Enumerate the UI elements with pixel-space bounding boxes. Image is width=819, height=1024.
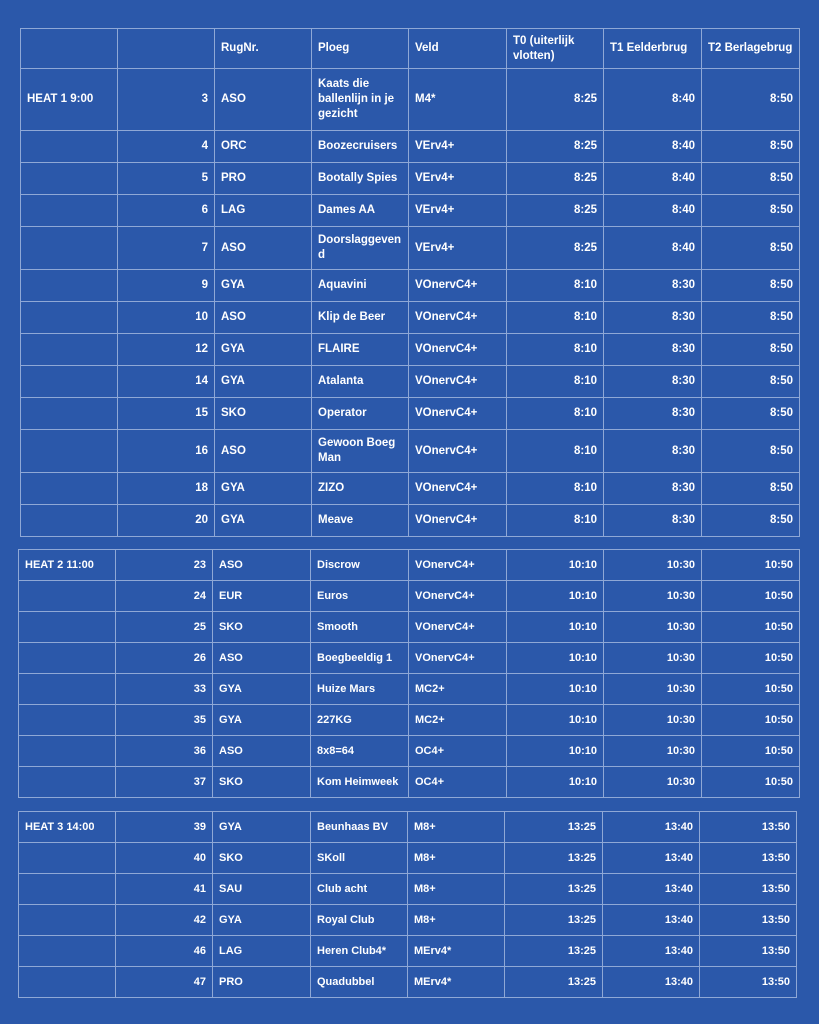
table-row bbox=[21, 163, 800, 195]
t0-cell: 10:10 bbox=[507, 674, 604, 705]
rugnr-cell: 46 bbox=[116, 936, 213, 967]
table-row bbox=[19, 643, 800, 674]
veld-cell: VOnervC4+ bbox=[409, 398, 507, 430]
club-cell: ASO bbox=[215, 69, 312, 131]
t1-cell: 10:30 bbox=[604, 643, 702, 674]
heat-1-table bbox=[20, 28, 800, 537]
t1-cell: 10:30 bbox=[604, 767, 702, 798]
ploeg-cell: SKoll bbox=[311, 843, 408, 874]
t2-cell: 8:50 bbox=[702, 195, 800, 227]
heat-label-empty bbox=[21, 270, 118, 302]
t2-cell: 13:50 bbox=[700, 874, 797, 905]
club-cell: EUR bbox=[213, 581, 311, 612]
ploeg-cell: 8x8=64 bbox=[311, 736, 409, 767]
table-row bbox=[21, 334, 800, 366]
ploeg-cell: Atalanta bbox=[312, 366, 409, 398]
ploeg-cell: Euros bbox=[311, 581, 409, 612]
t1-cell: 13:40 bbox=[603, 843, 700, 874]
t2-cell: 13:50 bbox=[700, 967, 797, 998]
t1-cell: 8:30 bbox=[604, 366, 702, 398]
ploeg-cell: Huize Mars bbox=[311, 674, 409, 705]
table-row bbox=[19, 705, 800, 736]
heat-label-empty bbox=[19, 967, 116, 998]
t2-cell: 8:50 bbox=[702, 505, 800, 537]
t0-cell: 8:25 bbox=[507, 69, 604, 131]
t1-cell: 13:40 bbox=[603, 812, 700, 843]
club-cell: ORC bbox=[215, 131, 312, 163]
t1-cell: 8:40 bbox=[604, 195, 702, 227]
club-cell: SAU bbox=[213, 874, 311, 905]
heat-label-empty bbox=[21, 227, 118, 270]
heat-label-empty bbox=[19, 612, 116, 643]
header-t0: T0 (uiterlijk vlotten) bbox=[507, 29, 604, 69]
club-cell: GYA bbox=[215, 473, 312, 505]
t0-cell: 10:10 bbox=[507, 705, 604, 736]
rugnr-cell: 16 bbox=[118, 430, 215, 473]
ploeg-cell: Kom Heimweek bbox=[311, 767, 409, 798]
veld-cell: OC4+ bbox=[409, 736, 507, 767]
club-cell: GYA bbox=[213, 812, 311, 843]
t1-cell: 8:30 bbox=[604, 430, 702, 473]
rugnr-cell: 26 bbox=[116, 643, 213, 674]
table-row bbox=[19, 767, 800, 798]
club-cell: GYA bbox=[215, 270, 312, 302]
table-row bbox=[21, 366, 800, 398]
t2-cell: 10:50 bbox=[702, 767, 800, 798]
heat-label-empty bbox=[19, 874, 116, 905]
t1-cell: 8:40 bbox=[604, 163, 702, 195]
club-cell: ASO bbox=[213, 643, 311, 674]
rugnr-cell: 15 bbox=[118, 398, 215, 430]
rugnr-cell: 47 bbox=[116, 967, 213, 998]
ploeg-cell: Bootally Spies bbox=[312, 163, 409, 195]
t1-cell: 10:30 bbox=[604, 705, 702, 736]
club-cell: ASO bbox=[215, 430, 312, 473]
club-cell: GYA bbox=[213, 905, 311, 936]
rugnr-cell: 4 bbox=[118, 131, 215, 163]
veld-cell: VErv4+ bbox=[409, 163, 507, 195]
t0-cell: 8:10 bbox=[507, 505, 604, 537]
t0-cell: 13:25 bbox=[505, 936, 603, 967]
heat-label-empty bbox=[21, 505, 118, 537]
veld-cell: VOnervC4+ bbox=[409, 302, 507, 334]
ploeg-cell: Kaats die ballenlijn in je gezicht bbox=[312, 69, 409, 131]
t2-cell: 8:50 bbox=[702, 334, 800, 366]
rugnr-cell: 14 bbox=[118, 366, 215, 398]
t2-cell: 13:50 bbox=[700, 936, 797, 967]
t2-cell: 10:50 bbox=[702, 612, 800, 643]
heat-label-empty bbox=[19, 843, 116, 874]
heat-label-empty bbox=[19, 936, 116, 967]
t0-cell: 8:10 bbox=[507, 473, 604, 505]
t2-cell: 10:50 bbox=[702, 550, 800, 581]
header-ploeg: Ploeg bbox=[312, 29, 409, 69]
t2-cell: 10:50 bbox=[702, 581, 800, 612]
club-cell: ASO bbox=[213, 550, 311, 581]
club-cell: GYA bbox=[215, 505, 312, 537]
ploeg-cell: Gewoon Boeg Man bbox=[312, 430, 409, 473]
table-row bbox=[21, 398, 800, 430]
ploeg-cell: Aquavini bbox=[312, 270, 409, 302]
ploeg-cell: Dames AA bbox=[312, 195, 409, 227]
t0-cell: 8:10 bbox=[507, 302, 604, 334]
t0-cell: 13:25 bbox=[505, 843, 603, 874]
t2-cell: 13:50 bbox=[700, 843, 797, 874]
ploeg-cell: Royal Club bbox=[311, 905, 408, 936]
header-t2: T2 Berlagebrug bbox=[702, 29, 800, 69]
table-row bbox=[21, 131, 800, 163]
t1-cell: 10:30 bbox=[604, 736, 702, 767]
t2-cell: 8:50 bbox=[702, 366, 800, 398]
table-row bbox=[19, 581, 800, 612]
heat-label-empty bbox=[21, 366, 118, 398]
t1-cell: 10:30 bbox=[604, 612, 702, 643]
table-row bbox=[19, 612, 800, 643]
veld-cell: VOnervC4+ bbox=[409, 612, 507, 643]
table-row bbox=[21, 227, 800, 270]
t1-cell: 10:30 bbox=[604, 674, 702, 705]
veld-cell: MC2+ bbox=[409, 674, 507, 705]
table-row bbox=[21, 505, 800, 537]
t2-cell: 8:50 bbox=[702, 270, 800, 302]
table-row bbox=[19, 967, 797, 998]
t0-cell: 13:25 bbox=[505, 905, 603, 936]
rugnr-cell: 3 bbox=[118, 69, 215, 131]
t0-cell: 13:25 bbox=[505, 812, 603, 843]
club-cell: ASO bbox=[215, 302, 312, 334]
ploeg-cell: Beunhaas BV bbox=[311, 812, 408, 843]
veld-cell: M8+ bbox=[408, 874, 505, 905]
t1-cell: 8:30 bbox=[604, 473, 702, 505]
t1-cell: 8:30 bbox=[604, 334, 702, 366]
veld-cell: VOnervC4+ bbox=[409, 581, 507, 612]
ploeg-cell: Boozecruisers bbox=[312, 131, 409, 163]
club-cell: SKO bbox=[215, 398, 312, 430]
header-row bbox=[21, 29, 800, 69]
t2-cell: 8:50 bbox=[702, 227, 800, 270]
t0-cell: 8:25 bbox=[507, 163, 604, 195]
rugnr-cell: 41 bbox=[116, 874, 213, 905]
heat-label-empty bbox=[21, 302, 118, 334]
club-cell: SKO bbox=[213, 612, 311, 643]
t2-cell: 8:50 bbox=[702, 302, 800, 334]
header-blank-2 bbox=[118, 29, 215, 69]
veld-cell: VOnervC4+ bbox=[409, 366, 507, 398]
club-cell: ASO bbox=[215, 227, 312, 270]
ploeg-cell: FLAIRE bbox=[312, 334, 409, 366]
club-cell: GYA bbox=[215, 334, 312, 366]
t0-cell: 8:25 bbox=[507, 227, 604, 270]
heat-label-empty bbox=[19, 736, 116, 767]
veld-cell: VOnervC4+ bbox=[409, 550, 507, 581]
table-row bbox=[19, 843, 797, 874]
veld-cell: VOnervC4+ bbox=[409, 643, 507, 674]
heat-label-empty bbox=[21, 131, 118, 163]
ploeg-cell: Quadubbel bbox=[311, 967, 408, 998]
t2-cell: 13:50 bbox=[700, 905, 797, 936]
rugnr-cell: 23 bbox=[116, 550, 213, 581]
veld-cell: VOnervC4+ bbox=[409, 270, 507, 302]
veld-cell: MErv4* bbox=[408, 936, 505, 967]
table-row bbox=[19, 674, 800, 705]
club-cell: PRO bbox=[213, 967, 311, 998]
club-cell: GYA bbox=[213, 674, 311, 705]
veld-cell: VOnervC4+ bbox=[409, 334, 507, 366]
t0-cell: 8:10 bbox=[507, 430, 604, 473]
rugnr-cell: 7 bbox=[118, 227, 215, 270]
t2-cell: 10:50 bbox=[702, 736, 800, 767]
t0-cell: 13:25 bbox=[505, 874, 603, 905]
heat-label: HEAT 1 9:00 bbox=[21, 69, 118, 131]
heat-2-table bbox=[18, 549, 800, 798]
club-cell: GYA bbox=[213, 705, 311, 736]
header-rugnr: RugNr. bbox=[215, 29, 312, 69]
rugnr-cell: 5 bbox=[118, 163, 215, 195]
t1-cell: 13:40 bbox=[603, 936, 700, 967]
veld-cell: MC2+ bbox=[409, 705, 507, 736]
t1-cell: 13:40 bbox=[603, 874, 700, 905]
veld-cell: M8+ bbox=[408, 812, 505, 843]
rugnr-cell: 10 bbox=[118, 302, 215, 334]
t0-cell: 8:10 bbox=[507, 398, 604, 430]
ploeg-cell: Smooth bbox=[311, 612, 409, 643]
t2-cell: 10:50 bbox=[702, 705, 800, 736]
rugnr-cell: 33 bbox=[116, 674, 213, 705]
t0-cell: 8:25 bbox=[507, 195, 604, 227]
t2-cell: 10:50 bbox=[702, 674, 800, 705]
heat-label-empty bbox=[19, 643, 116, 674]
t0-cell: 13:25 bbox=[505, 967, 603, 998]
ploeg-cell: Operator bbox=[312, 398, 409, 430]
ploeg-cell: Heren Club4* bbox=[311, 936, 408, 967]
rugnr-cell: 18 bbox=[118, 473, 215, 505]
ploeg-cell: Club acht bbox=[311, 874, 408, 905]
heat-label-empty bbox=[19, 905, 116, 936]
heat-label-empty bbox=[19, 767, 116, 798]
club-cell: SKO bbox=[213, 843, 311, 874]
ploeg-cell: 227KG bbox=[311, 705, 409, 736]
table-row bbox=[19, 874, 797, 905]
t1-cell: 8:30 bbox=[604, 270, 702, 302]
t1-cell: 8:40 bbox=[604, 69, 702, 131]
heat-label: HEAT 2 11:00 bbox=[19, 550, 116, 581]
ploeg-cell: Doorslaggeven d bbox=[312, 227, 409, 270]
t1-cell: 8:30 bbox=[604, 505, 702, 537]
veld-cell: M4* bbox=[409, 69, 507, 131]
t2-cell: 8:50 bbox=[702, 473, 800, 505]
veld-cell: VErv4+ bbox=[409, 131, 507, 163]
ploeg-cell: ZIZO bbox=[312, 473, 409, 505]
t0-cell: 10:10 bbox=[507, 612, 604, 643]
t0-cell: 8:10 bbox=[507, 270, 604, 302]
veld-cell: M8+ bbox=[408, 843, 505, 874]
ploeg-cell: Boegbeeldig 1 bbox=[311, 643, 409, 674]
table-row bbox=[19, 936, 797, 967]
veld-cell: VOnervC4+ bbox=[409, 473, 507, 505]
table-row bbox=[19, 736, 800, 767]
rugnr-cell: 40 bbox=[116, 843, 213, 874]
header-veld: Veld bbox=[409, 29, 507, 69]
t0-cell: 10:10 bbox=[507, 767, 604, 798]
table-row bbox=[21, 195, 800, 227]
rugnr-cell: 9 bbox=[118, 270, 215, 302]
rugnr-cell: 25 bbox=[116, 612, 213, 643]
heat-label-empty bbox=[21, 398, 118, 430]
t0-cell: 10:10 bbox=[507, 550, 604, 581]
club-cell: PRO bbox=[215, 163, 312, 195]
rugnr-cell: 35 bbox=[116, 705, 213, 736]
club-cell: SKO bbox=[213, 767, 311, 798]
ploeg-cell: Meave bbox=[312, 505, 409, 537]
t2-cell: 8:50 bbox=[702, 398, 800, 430]
t0-cell: 8:10 bbox=[507, 334, 604, 366]
header-blank-1 bbox=[21, 29, 118, 69]
table-row bbox=[21, 270, 800, 302]
club-cell: GYA bbox=[215, 366, 312, 398]
t1-cell: 8:30 bbox=[604, 398, 702, 430]
t1-cell: 13:40 bbox=[603, 967, 700, 998]
veld-cell: MErv4* bbox=[408, 967, 505, 998]
ploeg-cell: Klip de Beer bbox=[312, 302, 409, 334]
t1-cell: 8:40 bbox=[604, 227, 702, 270]
t2-cell: 13:50 bbox=[700, 812, 797, 843]
veld-cell: VErv4+ bbox=[409, 227, 507, 270]
t0-cell: 10:10 bbox=[507, 643, 604, 674]
t1-cell: 10:30 bbox=[604, 550, 702, 581]
heat-label-empty bbox=[19, 705, 116, 736]
club-cell: ASO bbox=[213, 736, 311, 767]
veld-cell: VOnervC4+ bbox=[409, 430, 507, 473]
t0-cell: 10:10 bbox=[507, 736, 604, 767]
t1-cell: 8:30 bbox=[604, 302, 702, 334]
heat-label-empty bbox=[19, 581, 116, 612]
header-t1: T1 Eelderbrug bbox=[604, 29, 702, 69]
heat-label-empty bbox=[19, 674, 116, 705]
heat-label: HEAT 3 14:00 bbox=[19, 812, 116, 843]
t2-cell: 10:50 bbox=[702, 643, 800, 674]
veld-cell: VOnervC4+ bbox=[409, 505, 507, 537]
rugnr-cell: 12 bbox=[118, 334, 215, 366]
t2-cell: 8:50 bbox=[702, 430, 800, 473]
ploeg-cell: Discrow bbox=[311, 550, 409, 581]
club-cell: LAG bbox=[213, 936, 311, 967]
heat-label-empty bbox=[21, 163, 118, 195]
veld-cell: M8+ bbox=[408, 905, 505, 936]
t0-cell: 10:10 bbox=[507, 581, 604, 612]
t0-cell: 8:10 bbox=[507, 366, 604, 398]
rugnr-cell: 6 bbox=[118, 195, 215, 227]
table-row bbox=[21, 473, 800, 505]
t1-cell: 13:40 bbox=[603, 905, 700, 936]
heat-label-empty bbox=[21, 473, 118, 505]
t2-cell: 8:50 bbox=[702, 131, 800, 163]
t2-cell: 8:50 bbox=[702, 69, 800, 131]
rugnr-cell: 20 bbox=[118, 505, 215, 537]
table-row bbox=[21, 69, 800, 131]
heat-label-empty bbox=[21, 195, 118, 227]
club-cell: LAG bbox=[215, 195, 312, 227]
veld-cell: VErv4+ bbox=[409, 195, 507, 227]
table-row bbox=[19, 905, 797, 936]
heat-label-empty bbox=[21, 430, 118, 473]
table-row bbox=[21, 302, 800, 334]
table-row bbox=[19, 550, 800, 581]
table-row bbox=[21, 430, 800, 473]
t2-cell: 8:50 bbox=[702, 163, 800, 195]
rugnr-cell: 36 bbox=[116, 736, 213, 767]
heat-label-empty bbox=[21, 334, 118, 366]
t1-cell: 8:40 bbox=[604, 131, 702, 163]
heat-3-table bbox=[18, 811, 797, 998]
t0-cell: 8:25 bbox=[507, 131, 604, 163]
rugnr-cell: 39 bbox=[116, 812, 213, 843]
rugnr-cell: 24 bbox=[116, 581, 213, 612]
veld-cell: OC4+ bbox=[409, 767, 507, 798]
table-row bbox=[19, 812, 797, 843]
rugnr-cell: 42 bbox=[116, 905, 213, 936]
t1-cell: 10:30 bbox=[604, 581, 702, 612]
rugnr-cell: 37 bbox=[116, 767, 213, 798]
